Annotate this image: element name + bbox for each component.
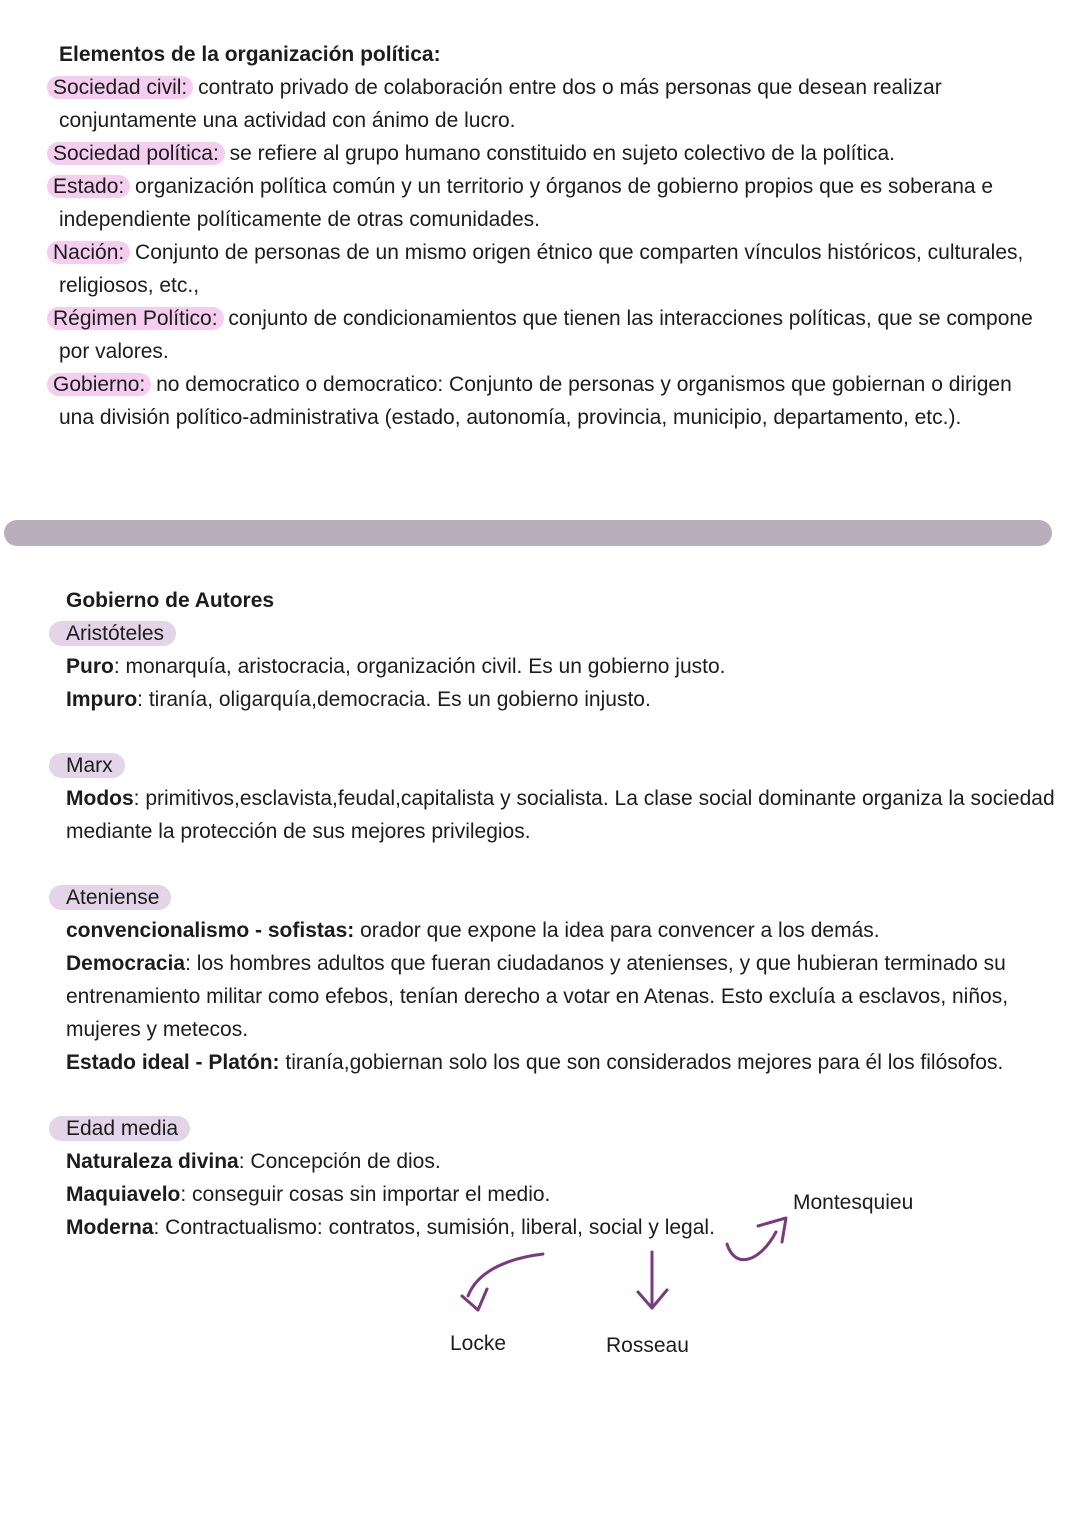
author-label: Marx	[66, 749, 125, 782]
note-line: Moderna: Contractualismo: contratos, sumisión, liberal, social y legal.	[66, 1216, 715, 1239]
definition-text: Conjunto de personas de un mismo origen étnico que comparten vínculos históricos, culturales, religiosos, etc.,	[59, 241, 1024, 297]
term-highlight: Sociedad civil:	[47, 76, 193, 99]
label-montesquieu: Montesquieu	[793, 1191, 914, 1214]
definition-text: se refiere al grupo humano constituido en sujeto colectivo de la política.	[223, 142, 896, 165]
note-line: convencionalismo - sofistas: orador que expone la idea para convencer a los demás.	[66, 919, 880, 942]
label-locke: Locke	[450, 1332, 507, 1355]
term-highlight: Régimen Político:	[47, 307, 224, 330]
term-highlight: Gobierno:	[47, 373, 151, 396]
note-line: Estado ideal - Platón: tiranía,gobiernan solo los que son considerados mejores para él los filósofos.	[66, 1051, 1004, 1074]
section-heading: Gobierno de Autores	[66, 589, 275, 612]
arrow-to-montesquieu-icon	[727, 1218, 786, 1260]
note-line: Maquiavelo: conseguir cosas sin importar el medio.	[66, 1183, 551, 1206]
note-line: Democracia: los hombres adultos que fueran ciudadanos y atenienses, y que hubieran terminado su entrenamiento militar como efebos, tenían derecho a votar en Atenas. Esto excluía a esclavos, niños, mujeres y metecos.	[66, 952, 1009, 1041]
note-line: Impuro: tiranía, oligarquía,democracia. Es un gobierno injusto.	[66, 688, 651, 711]
arrow-to-rosseau-icon	[638, 1252, 667, 1308]
note-line: Puro: monarquía, aristocracia, organización civil. Es un gobierno justo.	[66, 655, 726, 678]
term-highlight: Sociedad política:	[47, 142, 225, 165]
definition-text: organización política común y un territorio y órganos de gobierno propios que es soberana e independiente políticamente de otras comunidades.	[59, 175, 994, 231]
author-label: Aristóteles	[66, 617, 176, 650]
author-label: Ateniense	[66, 881, 171, 914]
arrow-to-locke-icon	[462, 1254, 543, 1310]
definition-text: conjunto de condicionamientos que tienen las interacciones políticas, que se compone por valores.	[59, 307, 1033, 363]
term-highlight: Nación:	[47, 241, 130, 264]
section-heading: Elementos de la organización política:	[59, 43, 441, 66]
note-line: Naturaleza divina: Concepción de dios.	[66, 1150, 441, 1173]
definition-text: no democratico o democratico: Conjunto de personas y organismos que gobiernan o dirigen una división político-administrativa (estado, autonomía, provincia, municipio, departamento, etc.).	[59, 373, 1012, 429]
label-rosseau: Rosseau	[606, 1334, 689, 1357]
note-line: Modos: primitivos,esclavista,feudal,capitalista y socialista. La clase social dominante organiza la sociedad mediante la protección de sus mejores privilegios.	[66, 787, 1055, 843]
definition-text: contrato privado de colaboración entre dos o más personas que desean realizar conjuntamente una actividad con ánimo de lucro.	[59, 76, 942, 132]
term-highlight: Estado:	[47, 175, 130, 198]
author-label: Edad media	[66, 1112, 190, 1145]
